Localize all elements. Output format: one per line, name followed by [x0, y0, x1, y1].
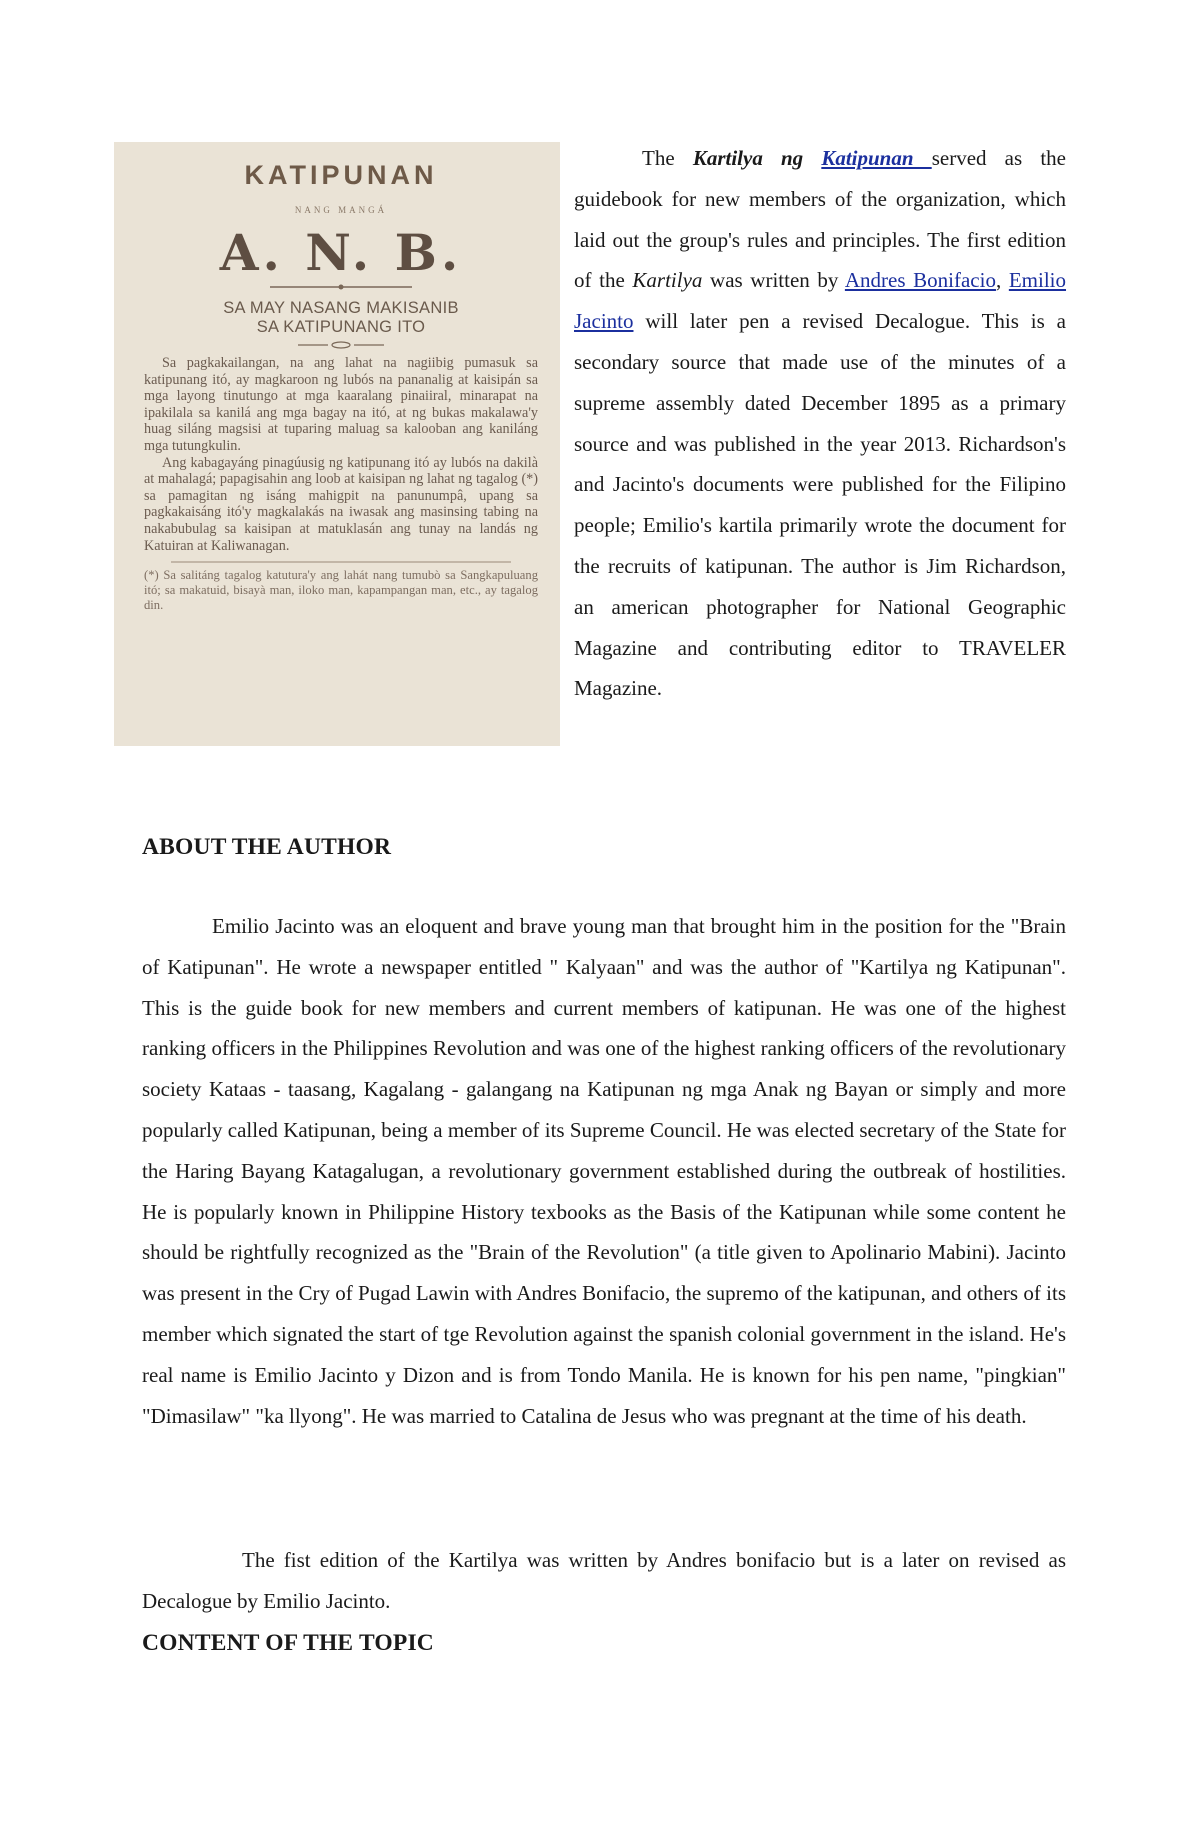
about-author-paragraph-2: The fist edition of the Kartilya was written by Andres bonifacio but is a later on revised as Decalogue by Emilio Jacinto. [142, 1548, 1066, 1613]
scan-ornament [296, 341, 386, 349]
kartilya-title [693, 146, 932, 170]
intro-text-1: The [642, 146, 693, 170]
kartilya-italic: Kartilya [632, 268, 703, 293]
kartilya-title-text: Kartilya ng [692, 146, 822, 170]
intro-text-3: was written by [702, 268, 845, 293]
intro-paragraph [574, 138, 1066, 709]
katipunan-link[interactable]: Katipunan [821, 146, 932, 170]
scan-heading-line1: SA MAY NASANG MAKISANIB [223, 299, 459, 317]
about-author-heading: ABOUT THE AUTHOR [142, 834, 392, 860]
scan-subtitle: NANG MANGÁ [294, 205, 388, 215]
scan-heading [144, 299, 538, 337]
scan-paragraph-1: Sa pagkakailangan, na ang lahat na nagiibig pumasuk sa katipunang itó, ay magkaroon ng lubós na pananalig at kaisipán sa mga layong tinutungo at mga kaaralang pinaiiral, minarapat na ipakilala sa kanilá ang mga bagay na itó, at ng bukas makalawa'y huag siláng magsisi at tuparing maluag sa kalooban ang kaniláng mga tutungkulin. [144, 355, 538, 454]
scan-title: KATIPUNAN [244, 160, 438, 190]
emilio-jacinto-link[interactable]: Emilio Jacinto [574, 268, 1067, 334]
intro-text-2: served as the guidebook for new members of the organization, which laid out the group's rules and principles. The first edition of the [574, 146, 1066, 293]
about-author-paragraph-1: Emilio Jacinto was an eloquent and brave young man that brought him in the position for the "Brain of Katipunan". He wrote a newspaper entitled " Kalyaan" and was the author of "Kartilya ng Katipunan". This is the guide book for new members and current members of katipunan. He was one of the highest ranking officers in the Philippines Revolution and was one of the highest ranking officers of the revolutionary society Kataas - taasang, Kagalang - galangang na Katipunan ng mga Anak ng Bayan or simply and more popularly called Katipunan, being a member of its Supreme Council. He was elected secretary of the State for the Haring Bayang Katagalugan, a revolutionary government established during the outbreak of hostilities. He is popularly known in Philippine History texbooks as the Basis of the Katipunan while some content he should be rightfully recognized as the "Brain of the Revolution" (a title given to Apolinario Mabini). Jacinto was present in the Cry of Pugad Lawin with Andres Bonifacio, the supremo of the katipunan, and others of its member which signated the start of tge Revolution against the spanish colonial government in the island. He's real name is Emilio Jacinto y Dizon and is from Tondo Manila. He is known for his pen name, "pingkian" "Dimasilaw" "ka llyong". He was married to Catalina de Jesus who was pregnant at the time of his death. [142, 914, 1066, 1428]
scan-heading-line2: SA KATIPUNANG ITO [256, 318, 426, 336]
scan-footnote: (*) Sa salitáng tagalog katutura'y ang lahát nang tumubò sa Sangkapuluang itó; sa makatuid, bisayà man, iloko man, kapampangan man, etc., ay tagalog din. [144, 568, 538, 613]
scan-body-text [144, 355, 538, 554]
intro-text-4: , [995, 268, 1009, 293]
scan-footnote-rule [171, 560, 511, 564]
scan-monogram: A. N. B. [219, 223, 463, 282]
andres-bonifacio-link[interactable]: Andres Bonifacio [844, 268, 996, 293]
scan-paragraph-2: Ang kabagayáng pinagúusig ng katipunang itó ay lubós na dakilà at mahalagá; papagisahin ang loob at kaisipan ng lahat ng tagalog (*) sa pamagitan ng isáng mahigpit na panunumpâ, upang sa pagkakaisáng itó'y magkalakás na iwasak ang masinsing tabing na nakabubulag sa kaisipan at matuklasán ang tunay na landás ng Katuiran at Kaliwanagan. [144, 454, 538, 554]
content-topic-heading: CONTENT OF THE TOPIC [142, 1630, 434, 1656]
kartilya-scan-image [114, 142, 560, 746]
intro-text-5: will later pen a revised Decalogue. This is a secondary source that made use of the minutes of a supreme assembly dated December 1895 as a primary source and was published in the year 2013. Richardson's and Jacinto's documents were published for the Filipino people; Emilio's kartila primarily wrote the document for the recruits of katipunan. The author is Jim Richardson, an american photographer for National Geographic Magazine and contributing editor to TRAVELER Magazine. [574, 309, 1066, 701]
scan-divider-rule [266, 283, 416, 291]
